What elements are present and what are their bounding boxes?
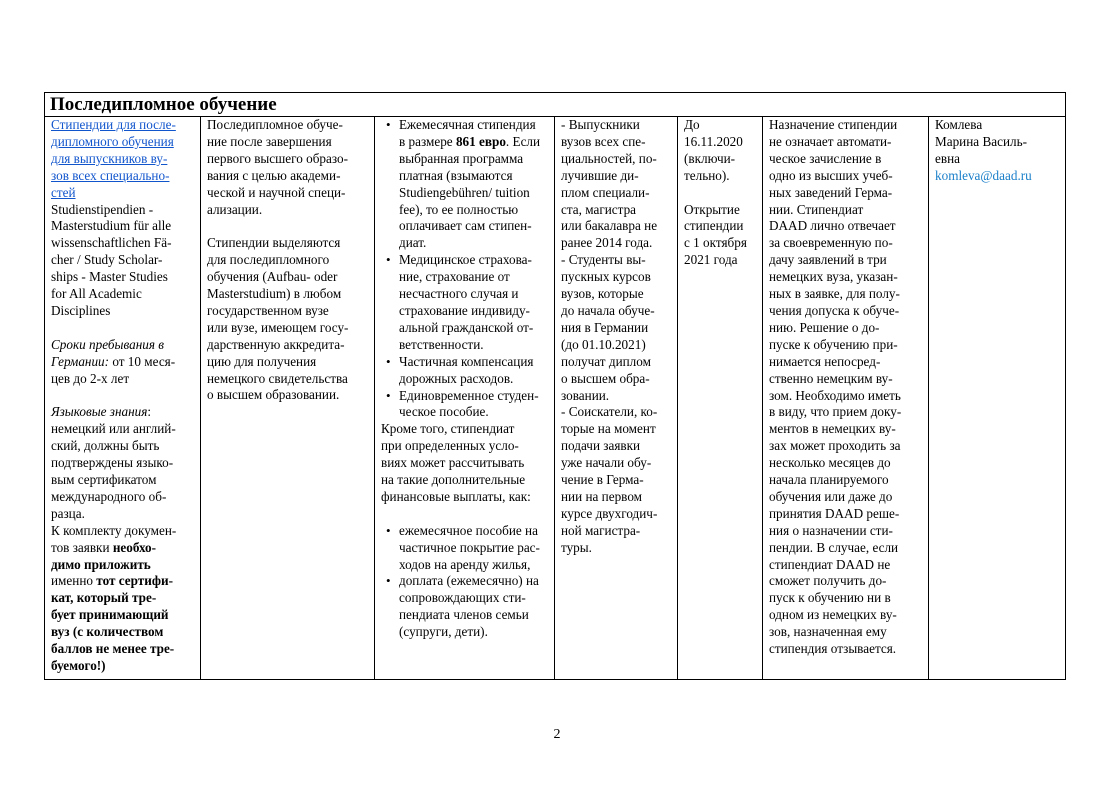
text-line: вузов всех спе- [561,133,646,149]
description-paragraph [207,117,370,218]
text-line: Studiengebühren/ tuition [399,184,530,200]
text-line: • доплата (ежемесячно) на [399,573,539,589]
text-line: цию для получения [207,353,317,369]
text-line: за своевременную по- [769,235,893,251]
text-line: ческое пособие. [399,404,489,420]
text-line: зовании. [561,387,610,403]
text-line: финансовые выплаты, как: [381,488,531,504]
text-line: пендиата членов семьи [399,607,529,623]
text-line: или вузе, имеющем госу- [207,319,349,335]
text-line: обучения или даже до [769,488,893,504]
text-line: разца. [51,505,85,521]
program-cell [45,117,201,680]
text-line: подачи заявки [561,438,641,454]
text-line: Назначение стипендии [769,117,898,132]
text-line: немецких вуза, указан- [769,269,898,285]
text-line: стипендиат DAAD не [769,556,891,572]
text-line: пендии. В случае, если [769,539,899,555]
text-line: Открытие [684,201,740,217]
text-line: на такие дополнительные [381,472,526,488]
page-number: 2 [553,727,561,742]
text-line: Masterstudium) в любом [207,286,342,302]
application-deadline [684,117,758,185]
text-line: пуске к обучению при- [769,336,898,352]
text-line: • Частичная компенсация [399,353,534,369]
text-line [51,557,196,574]
text-line: (включи- [684,150,736,166]
text-line: не означает автомати- [769,133,892,149]
benefit-item [399,388,550,422]
text-line: ние, страхование от [399,269,510,285]
program-link-line: Стипендии для после- [51,117,176,132]
stay-value: от 10 меся- [109,353,176,369]
bold-fragment: тот сертифи- [96,573,173,589]
text-line: ранее 2014 года. [561,235,653,251]
program-link[interactable] [51,117,196,202]
description-paragraph [207,235,370,404]
text-line: при определенных усло- [381,438,519,454]
text-line: альной гражданской от- [399,319,534,335]
text-line: немецкого свидетельства [207,370,348,386]
text-line: несколько месяцев до [769,455,891,471]
program-link-line: зов всех специально- [51,167,170,183]
text-line: виях может рассчитывать [381,455,525,471]
text-line: • Единовременное студен- [399,387,539,403]
text-line: Стипендии выделяются [207,235,341,251]
text-line: ния в Германии [561,319,649,335]
text-line: DAAD лично отвечает [769,218,896,234]
program-link-line: для выпускников ву- [51,150,168,166]
extra-payment-item [399,573,550,641]
spacer [51,675,196,679]
text-line: о высшем образовании. [207,387,340,403]
text-line: • ежемесячное пособие на [399,522,538,538]
text-fragment: в размере [399,133,456,149]
text-line: (супруги, дети). [399,624,488,640]
text-line [51,540,196,557]
extra-payments-list [381,523,550,641]
text-line: • Медицинское страхова- [399,252,532,268]
text-line: ческой и научной специ- [207,184,346,200]
text-line: уже начали обу- [561,455,652,471]
text-line: частичное покрытие рас- [399,539,540,555]
spacer [207,218,370,235]
text-line: стипендия отзывается. [769,641,897,657]
text-line: несчастного случая и [399,286,519,302]
text-line: До [684,117,700,132]
text-line: вым сертификатом [51,472,157,487]
program-german-name [51,202,196,320]
text-line: страхование индивиду- [399,302,530,318]
stay-label: Сроки пребывания в [51,336,164,352]
bold-line: буемого!) [51,657,106,673]
text-line: одно из высших учеб- [769,167,893,183]
text-line: сможет получить до- [769,573,887,589]
description-cell [201,117,375,680]
bold-line: бует принимающий [51,607,169,623]
contact-email-link[interactable]: komleva@daad.ru [935,167,1032,183]
text-line: cher / Study Scholar- [51,252,163,268]
text-line: получат диплом [561,353,651,369]
text-line: дарственную аккредита- [207,336,345,352]
text-line: международного об- [51,488,167,504]
extra-payments-intro [381,421,550,506]
program-link-line: стей [51,184,76,200]
text-line: wissenschaftlichen Fä- [51,235,172,251]
text-line: ходов на аренду жилья, [399,556,531,572]
eligibility-text [561,117,673,557]
text-line: стипендии [684,218,744,234]
notes-cell [763,117,929,680]
text-line: ной магистра- [561,522,641,538]
text-line: или бакалавра не [561,218,658,234]
text-line: курсе двухгодич- [561,505,658,521]
text-line: подтверждены языко- [51,455,174,471]
text-line [51,573,196,590]
text-line: государственном вузе [207,302,329,318]
text-line: Кроме того, стипендиат [381,421,515,437]
text-line: (до 01.10.2021) [561,336,646,352]
eligibility-cell [555,117,678,680]
bold-line: баллов не менее тре- [51,641,175,657]
lang-label: Языковые знания [51,404,148,420]
text-line: ский, должны быть [51,438,160,454]
text-line: до начала обуче- [561,302,655,318]
text-line: fee), то ее полностью [399,201,519,217]
text-line: туры. [561,539,592,555]
text-line: торые на момент [561,421,656,437]
text-line: вузов, которые [561,286,644,302]
text-line: начала планируемого [769,472,889,488]
text-line: нии на первом [561,488,643,504]
text-line: К комплекту докумен- [51,522,177,538]
text-line: чение в Герма- [561,472,644,488]
bold-line: кат, который тре- [51,590,157,606]
text-line: нию. Решение о до- [769,319,880,335]
text-fragment: . Если [505,133,541,149]
text-line: ветственности. [399,336,484,352]
text-line: принятия DAAD реше- [769,505,900,521]
deadline-cell [678,117,763,680]
text-line: евна [935,150,960,166]
text-line: для последипломного [207,252,330,268]
text-line: ships - Master Studies [51,269,168,285]
notes-text [769,117,924,658]
text-line [399,134,550,151]
text-line: - Студенты вы- [561,252,646,268]
text-line: в виду, что прием доку- [769,404,902,420]
text-line: ста, магистра [561,201,637,217]
stay-duration [51,337,196,388]
text-line: 2021 года [684,252,738,268]
text-line: Disciplines [51,302,111,318]
deadline-date: 16.11.2020 [684,133,743,149]
stay-value: цев до 2-х лет [51,370,130,386]
text-line: пуск к обучению ни в [769,590,891,606]
text-line: ческое зачисление в [769,150,882,166]
text-line: вания с целью академи- [207,167,341,183]
text-line: пускных курсов [561,269,651,285]
text-line: лучившие ди- [561,167,639,183]
text-line: • Ежемесячная стипендия [399,117,536,132]
program-link-line: дипломного обучения [51,133,174,149]
benefit-item [399,252,550,353]
benefits-list [381,117,550,421]
text-line: обучения (Aufbau- oder [207,269,338,285]
text-line: - Выпускники [561,117,640,132]
text-line: нии. Стипендиат [769,201,864,217]
spacer [381,506,550,523]
text-line: о высшем обра- [561,370,650,386]
stay-label-line [51,337,196,354]
text-line: дачу заявлений в три [769,252,887,268]
text-line: зом. Необходимо иметь [769,387,901,403]
benefit-item [399,354,550,388]
text-line: оплачивает сам стипен- [399,218,532,234]
text-line: одном из немецких ву- [769,607,897,623]
section-header-row [45,93,1066,117]
text-line: диат. [399,235,427,251]
text-line: нимается непосред- [769,353,881,369]
text-fragment: тов заявки [51,539,113,555]
bold-fragment: димо приложить [51,556,151,572]
benefit-item [399,117,550,252]
text-line: плом специали- [561,184,650,200]
text-line: платная (взымаются [399,167,513,183]
text-fragment: именно [51,573,97,589]
text-line: с 1 октября [684,235,747,251]
text-line: сопровождающих сти- [399,590,526,606]
text-line: чения допуска к обуче- [769,302,900,318]
text-line: зов, назначенная ему [769,624,887,640]
text-line: Комлева [935,117,983,132]
text-line: Последипломное обуче- [207,117,343,132]
text-line: ных в заявке, для полу- [769,286,900,302]
table-row [45,117,1066,680]
text-line: ных заведений Герма- [769,184,893,200]
language-requirements [51,404,196,522]
stay-label: Германии: [51,353,110,369]
text-line: ментов в немецких ву- [769,421,896,437]
text-line: зах может проходить за [769,438,901,454]
text-line: ния о назначении сти- [769,522,893,538]
lang-colon: : [147,404,152,420]
text-line: Studienstipendien - [51,201,154,217]
bold-fragment: необхо- [112,539,157,555]
contact-cell [929,117,1066,680]
text-line: Марина Василь- [935,133,1027,149]
section-title: Последипломное обучение [45,93,1066,117]
stipend-amount: 861 евро [455,133,506,149]
text-line: ние после завершения [207,133,332,149]
text-line: тельно). [684,167,730,183]
text-line: циальностей, по- [561,150,657,166]
scholarship-start [684,202,758,270]
scholarship-table-wrap [44,92,1065,680]
spacer [51,320,196,337]
contact-name [935,117,1061,168]
text-line: первого высшего образо- [207,150,348,166]
documents-note [51,523,196,675]
scholarship-table [44,92,1066,680]
bold-line: вуз (с количеством [51,624,164,640]
spacer [684,185,758,202]
text-line: for All Academic [51,286,142,302]
text-line: Masterstudium für alle [51,218,172,234]
spacer [51,387,196,404]
text-line: выбранная программа [399,150,524,166]
text-line: дорожных расходов. [399,370,514,386]
stay-line [51,354,196,371]
text-line: ализации. [207,201,263,217]
text-line: ственно немецким ву- [769,370,893,386]
benefits-cell [375,117,555,680]
lang-line [51,404,196,421]
text-line: немецкий или англий- [51,421,176,437]
extra-payment-item [399,523,550,574]
text-line: - Соискатели, ко- [561,404,658,420]
